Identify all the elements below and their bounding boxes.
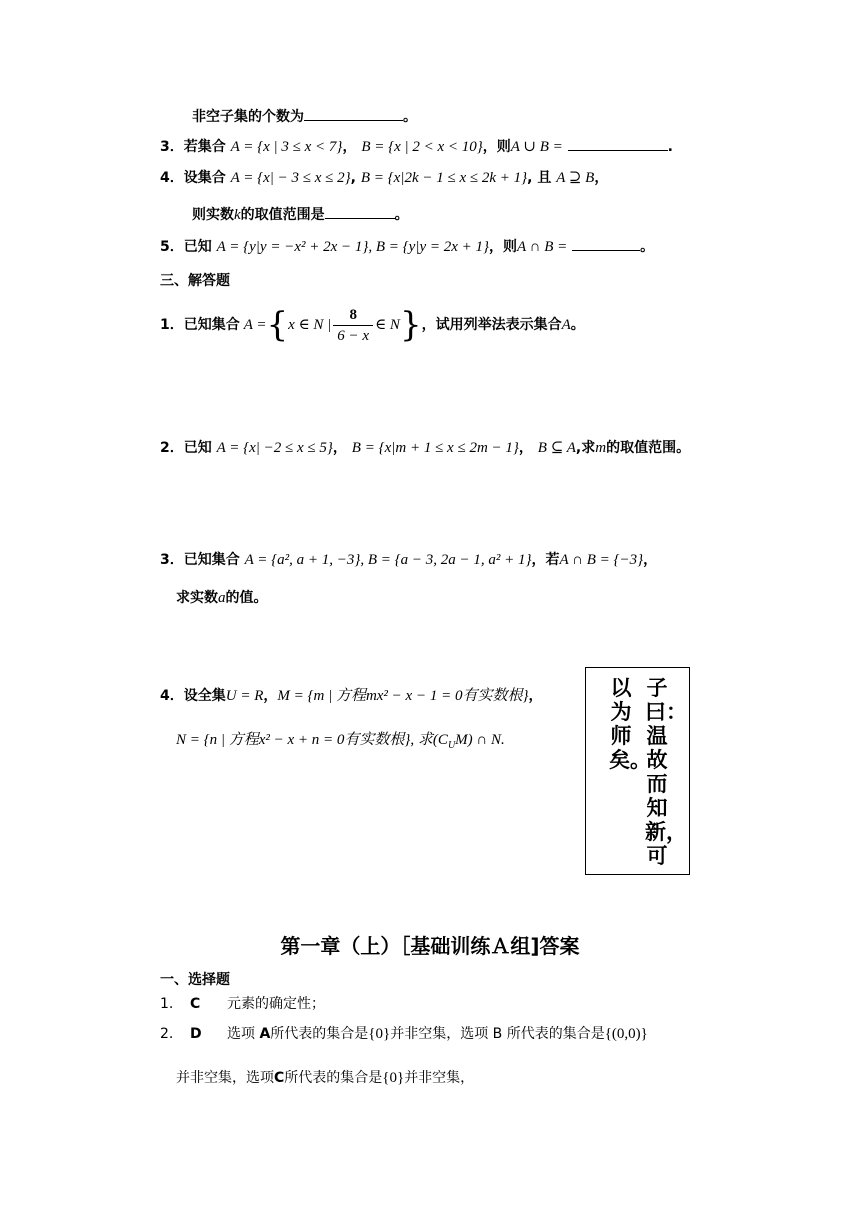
subset-relation: A ⊇ B [556, 170, 595, 186]
answer-blank[interactable] [325, 204, 395, 219]
question-number: 1． [160, 317, 184, 333]
question-5: 5．已知 A = {y|y = −x² + 2x − 1}, B = {y|y = 2x + 1}，则A ∩ B = 。 [160, 236, 654, 257]
answer-number: 2. [160, 1026, 174, 1042]
right-brace: } [399, 305, 422, 345]
answer-choice: C [190, 996, 201, 1012]
set-b-expression: B = {x|m + 1 ≤ x ≤ 2m − 1} [351, 440, 519, 456]
union-expression: A ∪ B = [510, 139, 563, 155]
question-number: 3． [160, 552, 184, 568]
set-b-expression: B = {x|2k − 1 ≤ x ≤ 2k + 1} [360, 170, 528, 186]
universal-set: U = R [225, 688, 264, 704]
answer-2: 2. D 选项 A所代表的集合是{0}并非空集，选项 B 所代表的集合是{(0,0)} [160, 1026, 648, 1042]
answer-explanation: 元素的确定性； [227, 996, 325, 1012]
fraction: $\frac{8}{6 - x}$ [333, 305, 373, 346]
answer-1 [160, 994, 325, 1014]
section-heading-solutions: 三、解答题 [160, 273, 230, 289]
question-4-line2: 则实数k的取值范围是 。 [192, 204, 409, 225]
answer-section-heading: 一、选择题 [160, 972, 230, 988]
set-a-expression: A = {x| − 3 ≤ x ≤ 2} [230, 170, 351, 186]
set-expressions: A = {y|y = −x² + 2x − 1}, B = {y|y = 2x + 1} [216, 239, 489, 255]
quote-box [585, 667, 690, 875]
answer-2-line2: 并非空集，选项C所代表的集合是{0}并非空集， [176, 1070, 475, 1086]
solution-question-2: 2．已知 A = {x| −2 ≤ x ≤ 5}， B = {x|m + 1 ≤ x ≤ 2m − 1}， B ⊆ A,求m的取值范围。 [160, 440, 691, 456]
answer-blank[interactable] [568, 136, 668, 151]
answer-number: 1. [160, 996, 174, 1012]
question-text: 设集合 [183, 170, 226, 186]
solution-question-3-line2: 求实数a的值。 [176, 590, 268, 606]
left-brace: { [266, 305, 289, 345]
answer-blank[interactable] [572, 236, 640, 251]
set-a-expression: A = {x | 3 ≤ x < 7} [230, 139, 343, 155]
set-b-expression: B = {x | 2 < x < 10} [361, 139, 483, 155]
answer-choice: D [190, 1026, 202, 1042]
solution-question-1: 1． 已知集合 A = { x ∈ N | $\frac{8}{6 - x}$ ∈ N } ，试用列举法表示集合 A 。 [160, 305, 585, 345]
intersection-condition: A ∩ B = {−3} [559, 552, 644, 568]
set-a-expression: A = {x| −2 ≤ x ≤ 5} [216, 440, 333, 456]
question-text: 已知 [183, 239, 212, 255]
answer-section-title: 第一章（上）［基础训练Ａ组]答案 [280, 934, 580, 958]
q2-continuation: 非空子集的个数为 。 [192, 106, 417, 127]
subset-relation: B ⊆ A [537, 440, 576, 456]
solution-question-4-line2: N = {n | 方程x² − x + n = 0有实数根}, 求$(C_UM)$ ∩ N. [176, 732, 505, 751]
quote-column-1: 子曰：温故而知新，可 [645, 676, 687, 868]
question-number: 4． [160, 170, 184, 186]
question-text: 若集合 [183, 139, 226, 155]
question-number: 5． [160, 239, 184, 255]
set-n-expression: N = {n | 方程x² − x + n = 0有实数根}, 求(C [176, 732, 448, 748]
q2-text: 非空子集的个数为 [192, 109, 304, 125]
solution-question-4: 4．设全集U = R，M = {m | 方程mx² − x − 1 = 0有实数根}， [160, 688, 543, 704]
intersection-expression: A ∩ B = [517, 239, 568, 255]
quote-column-2: 以为师矣。 [609, 676, 651, 772]
set-expressions: A = {a², a + 1, −3}, B = {a − 3, 2a − 1, a² + 1} [244, 552, 532, 568]
question-number: 4． [160, 688, 184, 704]
question-4: 4．设集合 A = {x| − 3 ≤ x ≤ 2}, B = {x|2k − 1 ≤ x ≤ 2k + 1}, 且 A ⊇ B， [160, 170, 609, 186]
question-number: 2． [160, 440, 184, 456]
question-number: 3． [160, 139, 184, 155]
solution-question-3: 3．已知集合 A = {a², a + 1, −3}, B = {a − 3, 2a − 1, a² + 1}，若A ∩ B = {−3}， [160, 552, 658, 568]
question-3: 3．若集合 A = {x | 3 ≤ x < 7}， B = {x | 2 < x < 10}，则A ∪ B = . [160, 136, 673, 157]
answer-blank[interactable] [304, 106, 403, 121]
set-m-expression: M = {m | 方程mx² − x − 1 = 0有实数根} [277, 688, 529, 704]
